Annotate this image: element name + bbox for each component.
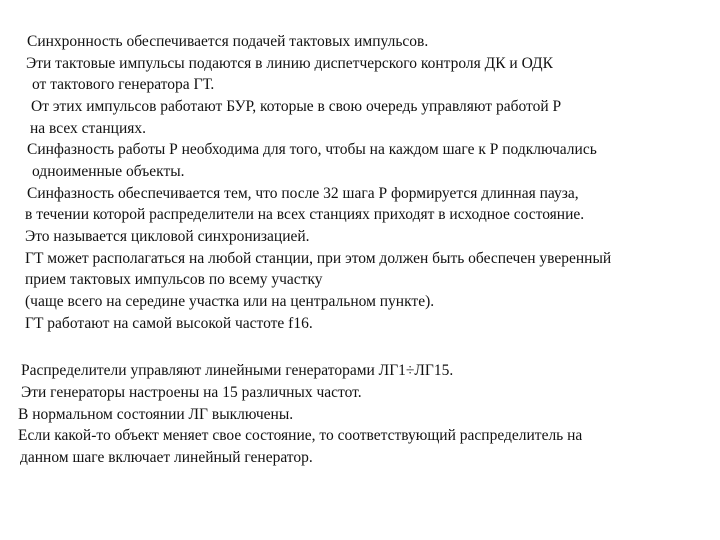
text-line: Синхронность обеспечивается подачей тактовых импульсов. <box>27 33 429 50</box>
text-line: В нормальном состоянии ЛГ выключены. <box>18 406 294 423</box>
text-line: Синфазность работы Р необходима для того, чтобы на каждом шаге к Р подключались <box>27 141 597 158</box>
text-line: От этих импульсов работают БУР, которые в свою очередь управляют работой Р <box>31 98 562 115</box>
text-line: Эти тактовые импульсы подаются в линию диспетчерского контроля ДК и ОДК <box>26 55 553 72</box>
text-line: от тактового генератора ГТ. <box>32 76 215 93</box>
text-line: одноименные объекты. <box>32 163 185 180</box>
text-line: прием тактовых импульсов по всему участку <box>25 271 323 288</box>
text-line: Это называется цикловой синхронизацией. <box>25 228 310 245</box>
text-line: Синфазность обеспечивается тем, что после 32 шага Р формируется длинная пауза, <box>27 185 579 202</box>
text-line: ГТ может располагаться на любой станции, при этом должен быть обеспечен уверенный <box>25 250 612 267</box>
text-line: Распределители управляют линейными генераторами ЛГ1÷ЛГ15. <box>21 362 454 379</box>
text-line: на всех станциях. <box>30 120 147 137</box>
text-line: Если какой-то объект меняет свое состояние, то соответствующий распределитель на <box>18 427 583 444</box>
text-line: (чаще всего на середине участка или на центральном пункте). <box>25 293 435 310</box>
text-line: в течении которой распределители на всех станциях приходят в исходное состояние. <box>25 206 585 223</box>
text-line: ГТ работают на самой высокой частоте f16. <box>25 315 313 332</box>
text-line: Эти генераторы настроены на 15 различных частот. <box>21 384 362 401</box>
text-line: данном шаге включает линейный генератор. <box>20 449 313 466</box>
